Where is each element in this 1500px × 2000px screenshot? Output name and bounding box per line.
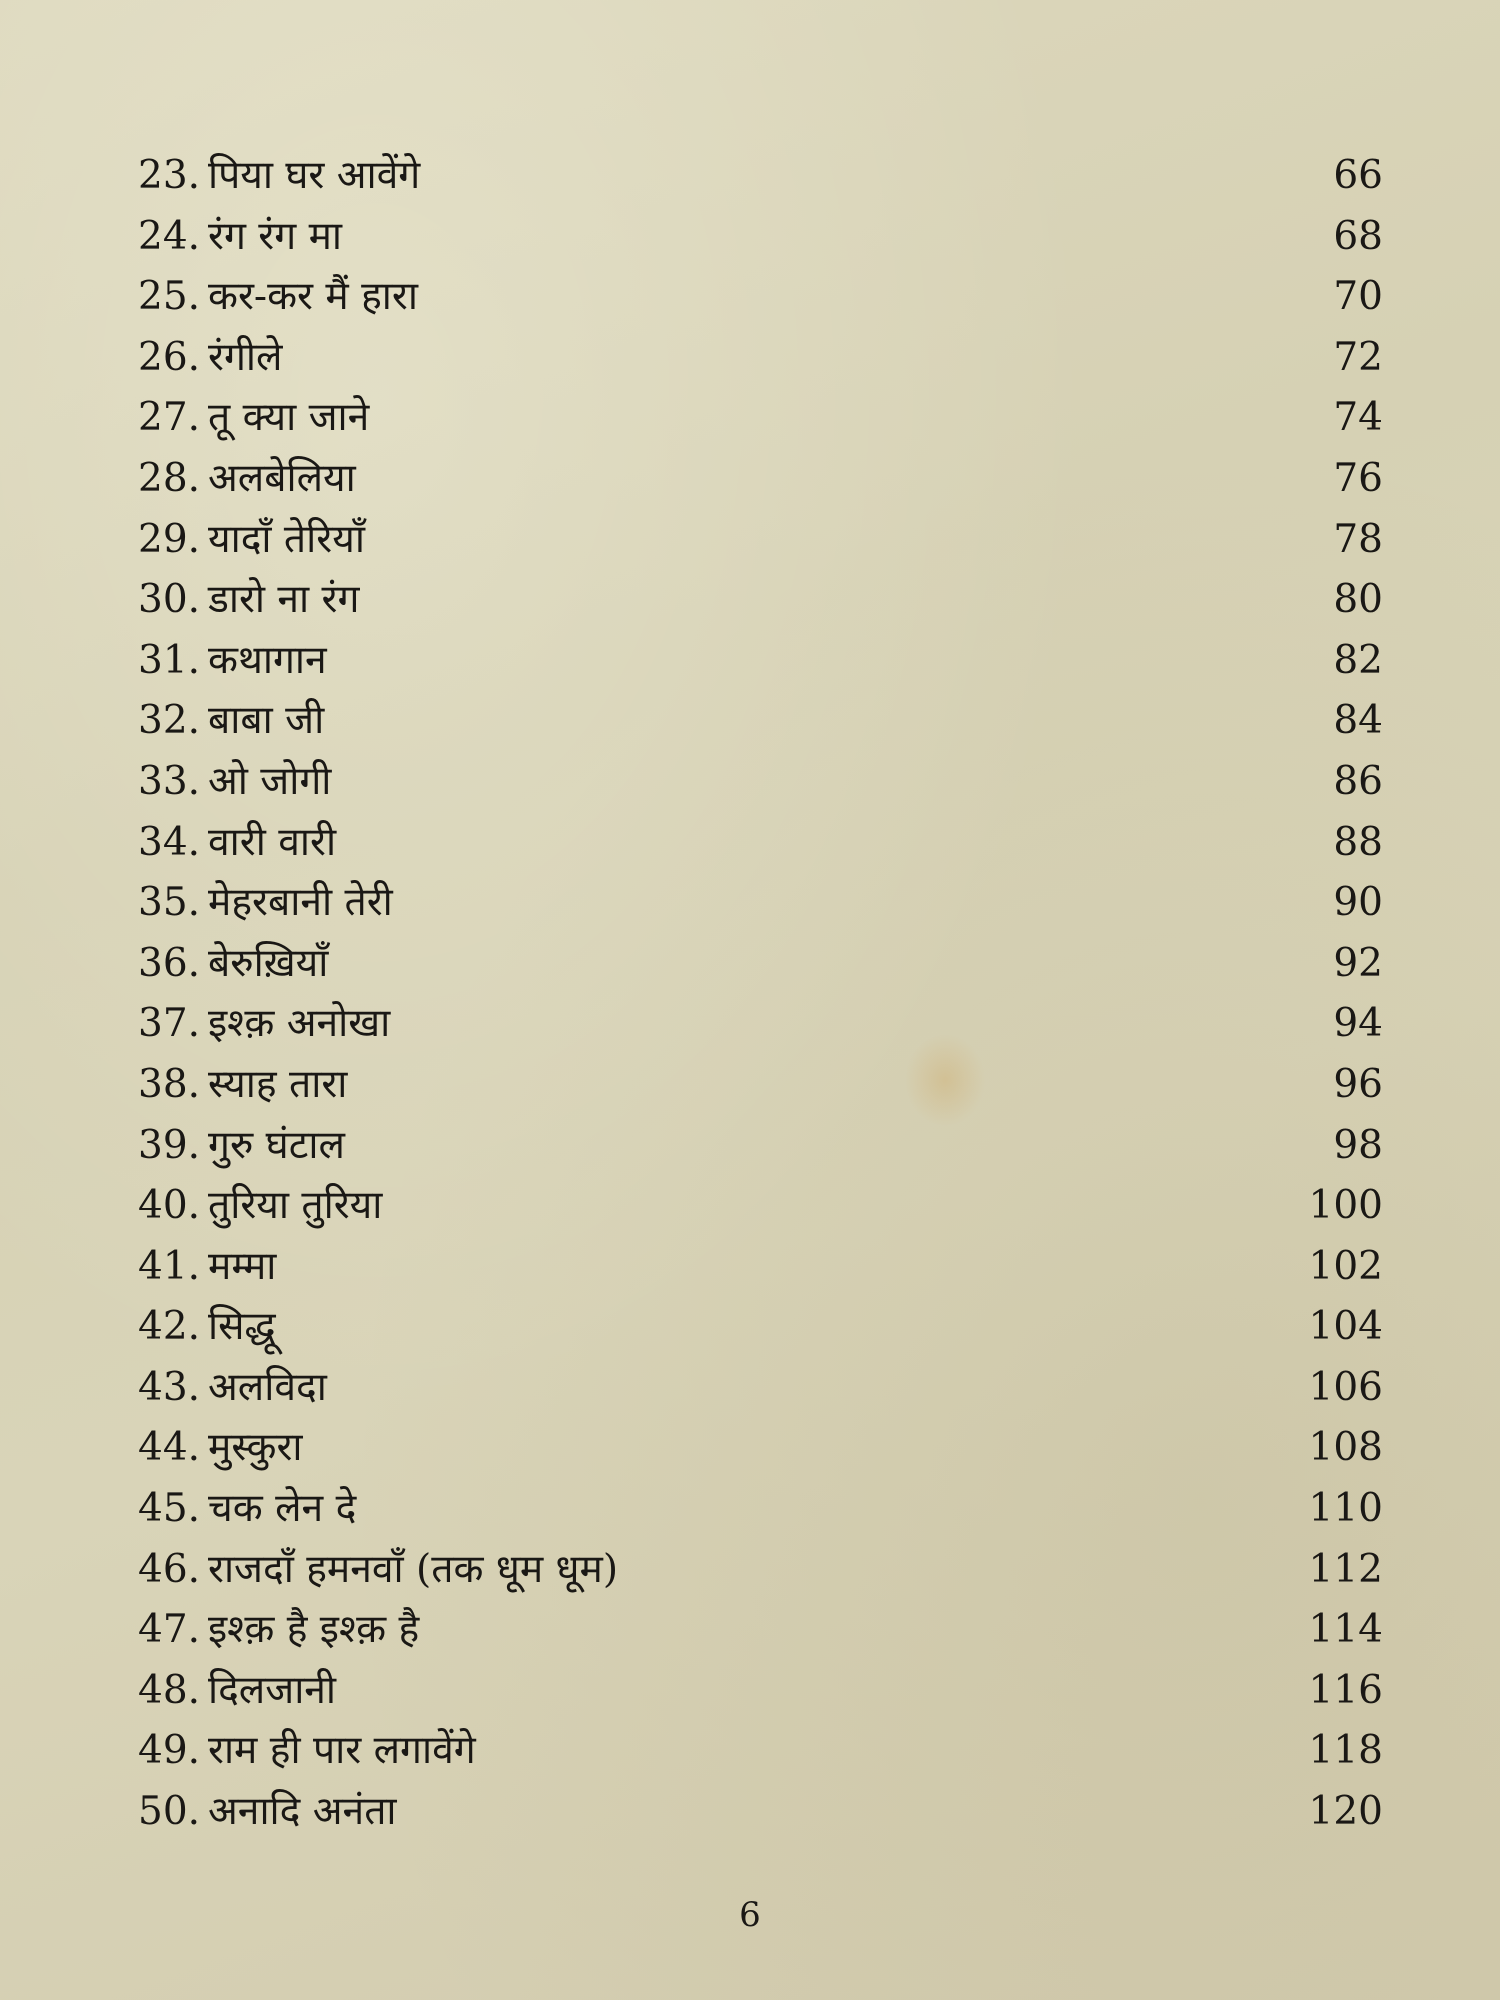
toc-entry <box>138 1055 1383 1116</box>
toc-entry <box>138 1237 1383 1298</box>
entry-title: दिलजानी <box>208 1667 337 1713</box>
toc-entry <box>138 570 1383 631</box>
entry-page-number: 86 <box>1333 758 1383 804</box>
entry-page-number: 110 <box>1308 1486 1383 1532</box>
entry-number: 24. <box>138 213 201 259</box>
entry-title: तू क्या जाने <box>208 395 370 441</box>
entry-number: 32. <box>138 698 201 744</box>
toc-entry <box>138 1116 1383 1177</box>
entry-title: चक लेन दे <box>208 1486 357 1532</box>
toc-entry <box>138 510 1383 571</box>
entry-title: मुस्कुरा <box>208 1425 303 1471</box>
entry-title: पिया घर आवेंगे <box>208 153 421 198</box>
toc-entry <box>138 1297 1383 1358</box>
entry-number: 25. <box>138 274 201 320</box>
entry-number: 44. <box>138 1425 201 1471</box>
toc-entry <box>138 1540 1383 1601</box>
entry-title: अलविदा <box>208 1364 327 1410</box>
entry-number: 38. <box>138 1061 201 1107</box>
entry-number: 50. <box>138 1789 201 1835</box>
entry-page-number: 118 <box>1308 1728 1383 1774</box>
entry-number: 35. <box>138 880 201 926</box>
entry-title: बेरुख़ियाँ <box>208 940 329 986</box>
entry-number: 28. <box>138 455 201 501</box>
entry-page-number: 104 <box>1308 1304 1383 1350</box>
toc-entry <box>138 1479 1383 1540</box>
entry-number: 40. <box>138 1183 201 1229</box>
entry-number: 27. <box>138 395 201 441</box>
entry-number: 30. <box>138 577 201 623</box>
entry-title: राजदाँ हमनवाँ (तक धूम धूम) <box>208 1546 619 1592</box>
entry-number: 45. <box>138 1486 201 1532</box>
entry-page-number: 106 <box>1308 1364 1383 1410</box>
toc-entry <box>138 1782 1383 1843</box>
entry-title: तुरिया तुरिया <box>208 1183 383 1229</box>
entry-title: वारी वारी <box>208 819 337 865</box>
toc-entry <box>138 1721 1383 1782</box>
entry-number: 41. <box>138 1243 201 1289</box>
toc-entry <box>138 631 1383 692</box>
entry-number: 26. <box>138 334 201 380</box>
entry-title: मेहरबानी तेरी <box>208 880 393 926</box>
page-number: 6 <box>739 1895 761 1935</box>
entry-title: रंग रंग मा <box>208 213 343 259</box>
toc-entry <box>138 1600 1383 1661</box>
toc-entry <box>138 267 1383 328</box>
entry-page-number: 112 <box>1308 1546 1383 1592</box>
entry-page-number: 84 <box>1333 698 1383 744</box>
entry-number: 46. <box>138 1546 201 1592</box>
toc-entry <box>138 449 1383 510</box>
entry-number: 48. <box>138 1667 201 1713</box>
toc-entry <box>138 994 1383 1055</box>
toc-entry <box>138 328 1383 389</box>
entry-page-number: 108 <box>1308 1425 1383 1471</box>
entry-page-number: 116 <box>1308 1667 1383 1713</box>
toc-entry <box>138 934 1383 995</box>
entry-page-number: 92 <box>1333 940 1383 986</box>
toc-entry <box>138 752 1383 813</box>
entry-title: कथागान <box>208 637 327 683</box>
entry-page-number: 102 <box>1308 1243 1383 1289</box>
toc-entry <box>138 873 1383 934</box>
entry-page-number: 100 <box>1308 1183 1383 1229</box>
entry-page-number: 82 <box>1333 637 1383 683</box>
entry-page-number: 68 <box>1333 213 1383 259</box>
table-of-contents <box>138 146 1383 1843</box>
entry-page-number: 76 <box>1333 455 1383 501</box>
entry-number: 43. <box>138 1364 201 1410</box>
toc-entry <box>138 1358 1383 1419</box>
entry-page-number: 70 <box>1333 274 1383 320</box>
entry-title: अनादि अनंता <box>208 1789 397 1835</box>
entry-title: डारो ना रंग <box>208 577 360 623</box>
entry-number: 31. <box>138 637 201 683</box>
entry-page-number: 78 <box>1333 516 1383 562</box>
entry-title: गुरु घंटाल <box>208 1122 345 1168</box>
toc-entry <box>138 1418 1383 1479</box>
toc-entry <box>138 813 1383 874</box>
entry-page-number: 80 <box>1333 577 1383 623</box>
entry-page-number: 120 <box>1308 1789 1383 1835</box>
entry-number: 29. <box>138 516 201 562</box>
entry-title: रंगीले <box>208 334 283 380</box>
entry-title: बाबा जी <box>208 698 325 744</box>
toc-entry <box>138 691 1383 752</box>
entry-number: 49. <box>138 1728 201 1774</box>
entry-page-number: 94 <box>1333 1001 1383 1047</box>
toc-entry <box>138 1176 1383 1237</box>
entry-title: सिद्धू <box>208 1304 276 1350</box>
entry-title: यादाँ तेरियाँ <box>208 516 365 562</box>
entry-title: स्याह तारा <box>208 1061 348 1107</box>
entry-number: 33. <box>138 758 201 804</box>
toc-entry <box>138 1661 1383 1722</box>
entry-number: 47. <box>138 1607 201 1653</box>
entry-title: अलबेलिया <box>208 455 356 501</box>
entry-number: 23. <box>138 153 201 198</box>
entry-page-number: 114 <box>1308 1607 1383 1653</box>
entry-title: इश्क़ है इश्क़ है <box>208 1607 420 1653</box>
entry-page-number: 66 <box>1333 153 1383 198</box>
entry-page-number: 74 <box>1333 395 1383 441</box>
entry-title: ओ जोगी <box>208 758 332 804</box>
entry-title: इश्क़ अनोखा <box>208 1001 391 1047</box>
entry-number: 37. <box>138 1001 201 1047</box>
entry-page-number: 90 <box>1333 880 1383 926</box>
entry-title: कर-कर मैं हारा <box>208 274 418 320</box>
entry-page-number: 98 <box>1333 1122 1383 1168</box>
entry-page-number: 96 <box>1333 1061 1383 1107</box>
entry-number: 39. <box>138 1122 201 1168</box>
entry-title: राम ही पार लगावेंगे <box>208 1728 476 1774</box>
entry-page-number: 88 <box>1333 819 1383 865</box>
entry-title: मम्मा <box>208 1243 277 1289</box>
toc-entry <box>138 388 1383 449</box>
toc-entry <box>138 207 1383 268</box>
entry-number: 42. <box>138 1304 201 1350</box>
toc-entry <box>138 146 1383 207</box>
entry-page-number: 72 <box>1333 334 1383 380</box>
entry-number: 34. <box>138 819 201 865</box>
entry-number: 36. <box>138 940 201 986</box>
